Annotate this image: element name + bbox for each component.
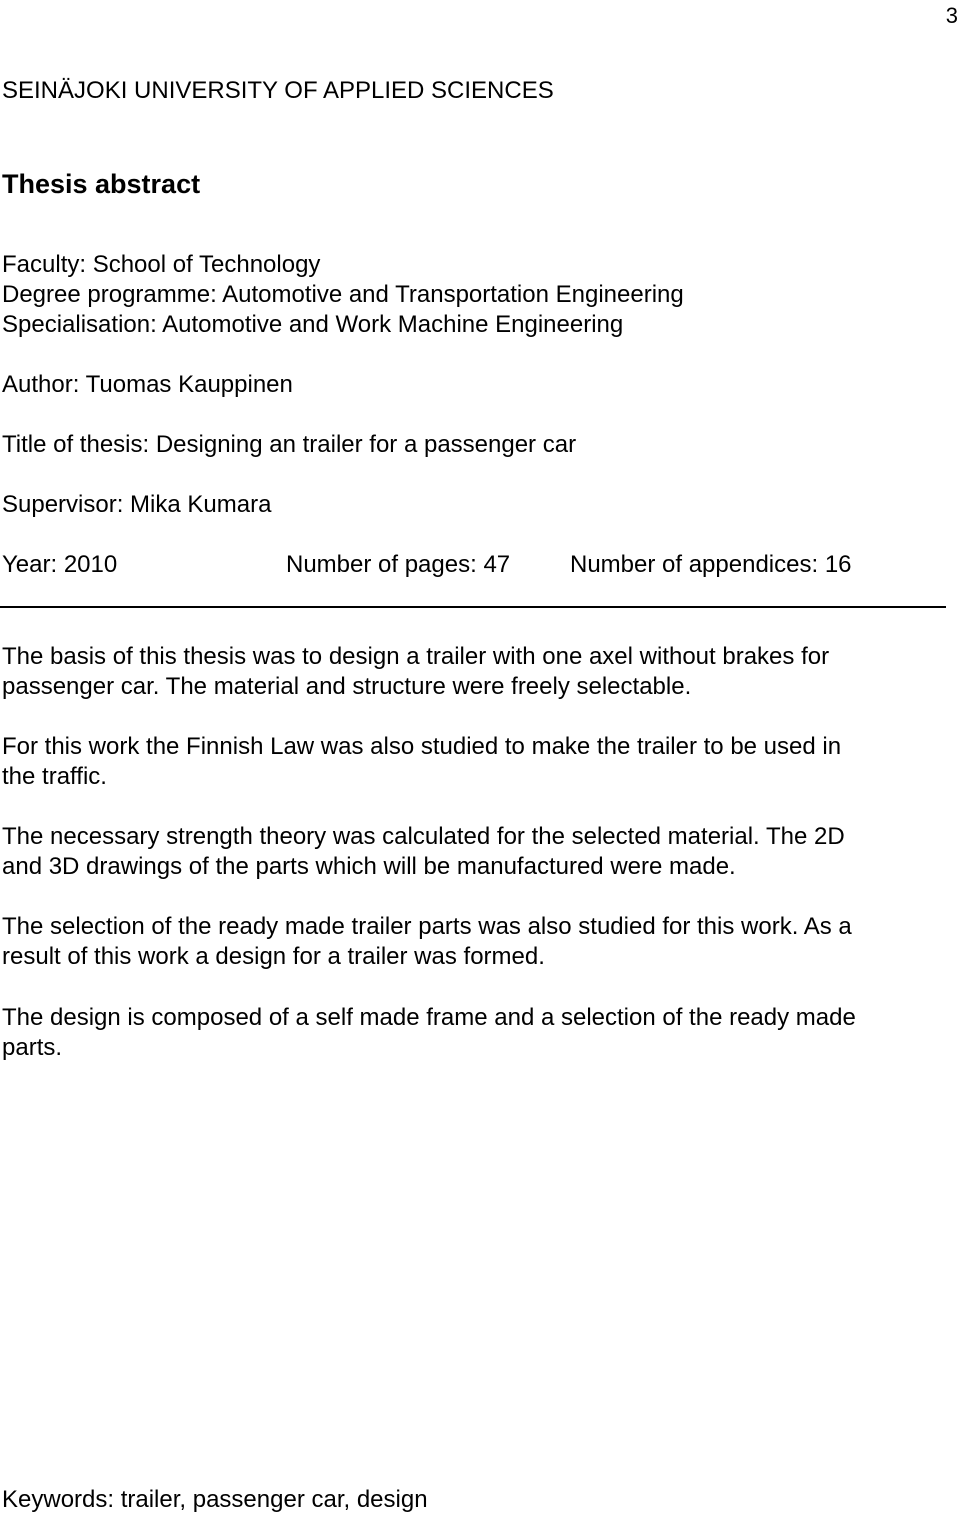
- paragraph-2-line-2: the traffic.: [2, 763, 107, 790]
- appendices-field: Number of appendices: 16: [570, 551, 852, 578]
- section-divider: [0, 606, 946, 608]
- page-title: Thesis abstract: [2, 169, 201, 199]
- paragraph-4-line-2: result of this work a design for a trailer was formed.: [2, 943, 545, 970]
- faculty-line: Faculty: School of Technology: [2, 251, 321, 278]
- paragraph-1-line-2: passenger car. The material and structure were freely selectable.: [2, 673, 692, 700]
- paragraph-5-line-1: The design is composed of a self made frame and a selection of the ready made: [2, 1004, 856, 1031]
- paragraph-4-line-1: The selection of the ready made trailer parts was also studied for this work. As a: [2, 913, 852, 940]
- pages-field: Number of pages: 47: [286, 551, 511, 578]
- page-number: 3: [945, 3, 958, 28]
- year-field: Year: 2010: [2, 551, 118, 578]
- supervisor-line: Supervisor: Mika Kumara: [2, 491, 272, 518]
- paragraph-1-line-1: The basis of this thesis was to design a trailer with one axel without brakes for: [2, 643, 830, 670]
- specialisation-line: Specialisation: Automotive and Work Machine Engineering: [2, 311, 624, 338]
- thesis-title-line: Title of thesis: Designing an trailer for a passenger car: [2, 431, 577, 458]
- paragraph-2-line-1: For this work the Finnish Law was also studied to make the trailer to be used in: [2, 733, 842, 760]
- degree-programme-line: Degree programme: Automotive and Transportation Engineering: [2, 281, 684, 308]
- university-name: SEINÄJOKI UNIVERSITY OF APPLIED SCIENCES: [2, 77, 554, 104]
- keywords-line: Keywords: trailer, passenger car, design: [2, 1486, 428, 1513]
- paragraph-3-line-2: and 3D drawings of the parts which will be manufactured were made.: [2, 853, 736, 880]
- author-line: Author: Tuomas Kauppinen: [2, 371, 293, 398]
- paragraph-3-line-1: The necessary strength theory was calculated for the selected material. The 2D: [2, 823, 845, 850]
- paragraph-5-line-2: parts.: [2, 1034, 63, 1061]
